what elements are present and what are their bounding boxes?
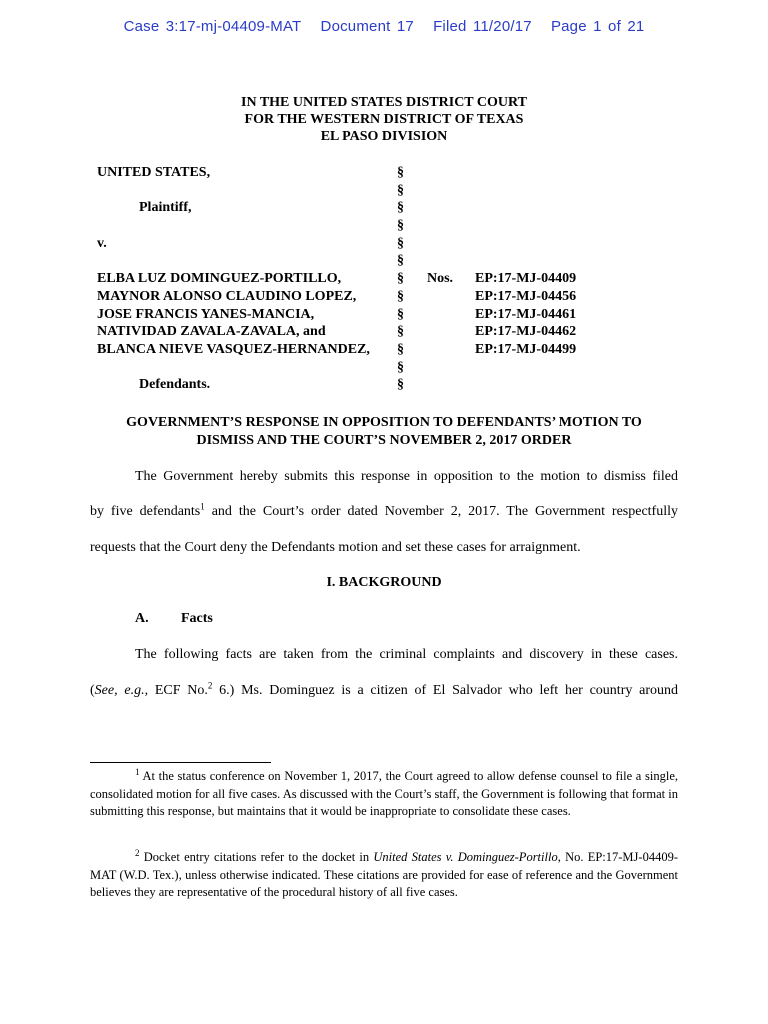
case-number: Case 3:17-mj-04409-MAT: [123, 18, 302, 35]
defendants-role: Defendants.: [139, 377, 211, 393]
page-number: Page 1 of 21: [550, 18, 645, 35]
footnote-1-text: At the status conference on November 1, 2017, the Court agreed to allow defense counsel to file a single, consolidated motion for all five cases. As discussed with the Court’s staff, the Government is following that format in submitting this response, but maintains that it would be inappropriate to consolidate these cases.: [90, 769, 678, 819]
section-symbol: §: [397, 165, 404, 180]
section-symbol: §: [397, 306, 404, 322]
intro-line-3: requests that the Court deny the Defendants motion and set these cases for arraignment.: [90, 540, 581, 555]
intro-line-2a: by five defendants: [90, 504, 201, 519]
title-line-1: GOVERNMENT’S RESPONSE IN OPPOSITION TO DEFENDANTS’ MOTION TO: [126, 415, 642, 430]
case-number-entry: EP:17-MJ-04461: [475, 306, 577, 322]
defendant-name: MAYNOR ALONSO CLAUDINO LOPEZ,: [97, 288, 357, 304]
versus: v.: [97, 235, 107, 251]
footnote-2-case-name: United States v. Dominguez-Portillo: [373, 850, 558, 864]
subsection-heading-facts: [135, 611, 213, 627]
footnote-1: [90, 768, 678, 821]
section-symbol: §: [397, 324, 404, 340]
citation-signal: See, e.g.: [94, 683, 145, 698]
footnote-2-number: 2: [135, 847, 140, 858]
ecf-header-stamp: [0, 18, 768, 35]
intro-line-2b: and the Court’s order dated November 2, 2017. The Government respectfully: [204, 504, 678, 519]
footnote-1-number: 1: [135, 766, 140, 777]
document-number: Document 17: [320, 18, 414, 35]
footnote-ref-2[interactable]: 2: [207, 680, 213, 691]
section-symbol: §: [397, 377, 404, 393]
filed-date: Filed 11/20/17: [433, 18, 532, 35]
title-line-2: DISMISS AND THE COURT’S NOVEMBER 2, 2017 ORDER: [196, 433, 572, 448]
section-symbol: §: [397, 235, 404, 251]
section-symbol: §: [397, 182, 404, 198]
case-number-entry: EP:17-MJ-04499: [475, 341, 577, 357]
footnote-divider: [90, 762, 271, 763]
footnote-2-text-b: , No. EP:17-MJ-04409-MAT (W.D. Tex.), unless otherwise indicated. These citations are provided for ease of reference and the Government believes they are representative of the procedural history of all five cases.: [90, 850, 678, 900]
section-symbol: §: [397, 200, 404, 216]
section-symbol: §: [397, 341, 404, 357]
intro-line-2: [90, 501, 678, 520]
footnote-2: [90, 849, 678, 902]
defendant-name: ELBA LUZ DOMINGUEZ-PORTILLO,: [97, 271, 342, 287]
case-number-entry: EP:17-MJ-04462: [475, 324, 577, 340]
defendant-name: JOSE FRANCIS YANES-MANCIA,: [97, 306, 315, 322]
document-title: [90, 414, 678, 450]
court-line-1: IN THE UNITED STATES DISTRICT COURT: [241, 95, 527, 110]
facts-line-2b: 6.) Ms. Dominguez is a citizen of El Salvador who left her country around: [212, 683, 678, 698]
section-symbol: §: [397, 271, 404, 287]
defendant-name: BLANCA NIEVE VASQUEZ-HERNANDEZ,: [97, 341, 370, 357]
facts-line-1: The following facts are taken from the criminal complaints and discovery in these cases.: [135, 647, 678, 662]
defendant-name: NATIVIDAD ZAVALA-ZAVALA, and: [97, 324, 326, 340]
case-number-entry: EP:17-MJ-04409: [475, 271, 577, 287]
section-symbol: §: [397, 288, 404, 304]
court-line-2: FOR THE WESTERN DISTRICT OF TEXAS: [244, 112, 524, 127]
plaintiff-name: UNITED STATES,: [97, 165, 211, 180]
section-symbol: §: [397, 253, 404, 269]
paren-open: (: [90, 683, 95, 698]
court-line-3: EL PASO DIVISION: [320, 129, 448, 144]
section-heading-background: I. BACKGROUND: [326, 575, 442, 590]
plaintiff-role: Plaintiff,: [139, 200, 192, 216]
case-caption: [97, 165, 697, 395]
intro-line-1: The Government hereby submits this response in opposition to the motion to dismiss filed: [135, 469, 678, 484]
court-heading: [0, 94, 768, 145]
facts-line-2: [90, 680, 678, 699]
subsection-letter: A.: [135, 611, 149, 626]
footnote-2-text-a: Docket entry citations refer to the docket in: [139, 850, 374, 864]
subsection-title: Facts: [181, 611, 213, 626]
nos-label: Nos.: [427, 271, 454, 287]
facts-line-2a: , ECF No.: [144, 683, 208, 698]
case-number-entry: EP:17-MJ-04456: [475, 288, 577, 304]
section-symbol: §: [397, 218, 404, 234]
footnote-ref-1[interactable]: 1: [200, 501, 205, 512]
section-symbol: §: [397, 359, 404, 375]
